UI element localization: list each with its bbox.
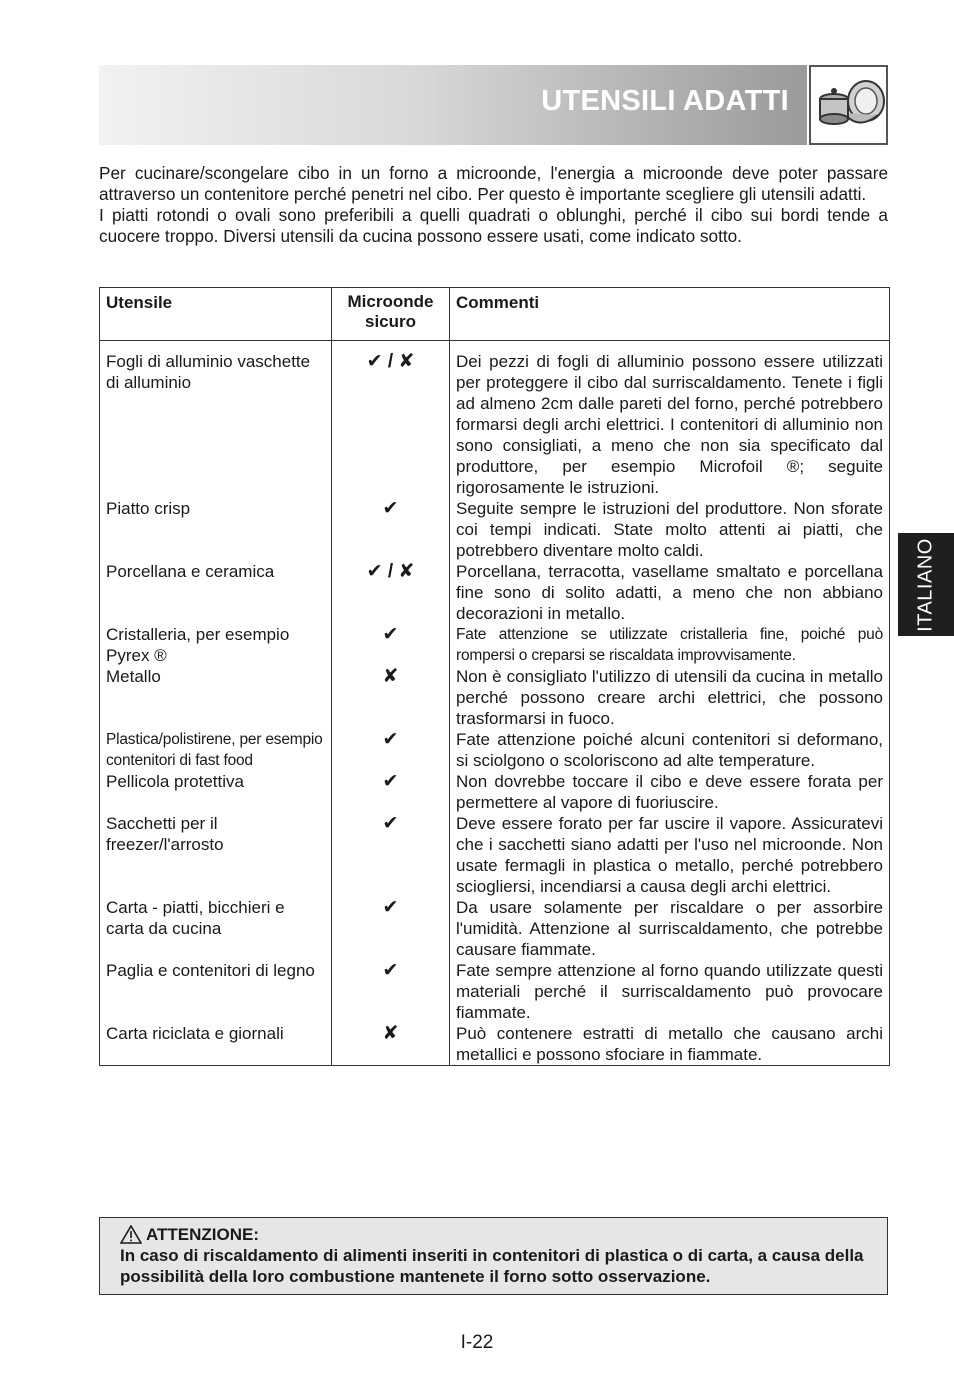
utensil-comment: Fate attenzione poiché alcuni contenitori si deformano, si sciolgono o scoloriscono ad alte temperature. xyxy=(450,729,890,771)
warning-title: ATTENZIONE: xyxy=(146,1225,260,1244)
warning-box xyxy=(99,1217,888,1295)
safe-mark: ✔ xyxy=(332,624,450,666)
utensil-name: Plastica/polistirene, per esempio contenitori di fast food xyxy=(100,729,332,771)
utensil-name: Cristalleria, per esempio Pyrex ® xyxy=(100,624,332,666)
header-icon-box xyxy=(809,65,888,145)
table-row xyxy=(100,813,890,897)
utensil-name: Porcellana e ceramica xyxy=(100,561,332,624)
warning-icon xyxy=(120,1225,142,1244)
intro-paragraph-1: Per cucinare/scongelare cibo in un forno a microonde, l'energia a microonde deve poter passare attraverso un contenitore perché penetri nel cibo. Per questo è importante scegliere gli utensili adatti. xyxy=(99,163,888,204)
safe-mark: ✔ / ✘ xyxy=(332,561,450,624)
utensil-name: Carta riciclata e giornali xyxy=(100,1023,332,1066)
utensil-comment: Porcellana, terracotta, vasellame smaltato e porcellana fine sono di solito adatti, a meno che non abbiano decorazioni in metallo. xyxy=(450,561,890,624)
table-row xyxy=(100,960,890,1023)
safe-mark: ✘ xyxy=(332,666,450,729)
table-row xyxy=(100,498,890,561)
table-row xyxy=(100,351,890,498)
table-row xyxy=(100,771,890,813)
language-tab-label: ITALIANO xyxy=(914,537,937,632)
header-safe: Microonde sicuro xyxy=(332,288,450,341)
utensil-name: Carta - piatti, bicchieri e carta da cucina xyxy=(100,897,332,960)
safe-mark: ✔ xyxy=(332,729,450,771)
page-title: UTENSILI ADATTI xyxy=(541,85,789,117)
table-row xyxy=(100,1023,890,1066)
table-row xyxy=(100,666,890,729)
language-tab xyxy=(898,533,954,636)
safe-mark: ✔ xyxy=(332,813,450,897)
safe-mark: ✘ xyxy=(332,1023,450,1066)
safe-mark: ✔ xyxy=(332,498,450,561)
utensil-name: Pellicola protettiva xyxy=(100,771,332,813)
utensil-name: Piatto crisp xyxy=(100,498,332,561)
safe-mark: ✔ xyxy=(332,897,450,960)
warning-text: In caso di riscaldamento di alimenti inseriti in contenitori di plastica o di carta, a causa della possibilità della loro combustione mantenete il forno sotto osservazione. xyxy=(120,1246,864,1286)
table-header-row xyxy=(100,288,890,341)
table-row xyxy=(100,561,890,624)
safe-mark: ✔ xyxy=(332,960,450,1023)
utensil-name: Fogli di alluminio vaschette di alluminio xyxy=(100,351,332,498)
safe-mark: ✔ xyxy=(332,771,450,813)
utensil-comment: Fate sempre attenzione al forno quando utilizzate questi materiali perché il surriscaldamento può provocare fiammate. xyxy=(450,960,890,1023)
warning-title-row xyxy=(120,1224,867,1245)
utensil-comment: Dei pezzi di fogli di alluminio possono essere utilizzati per proteggere il cibo dal surriscaldamento. Tenete i figli ad almeno 2cm dalle pareti del forno, perché potrebbero formarsi degli archi elettrici. I contenitori di alluminio non sono consigliati, a meno che non sia specificato dal produttore, per esempio Microfoil ®; seguite rigorosamente le istruzioni. xyxy=(450,351,890,498)
utensil-name: Sacchetti per il freezer/l'arrosto xyxy=(100,813,332,897)
intro-text xyxy=(99,163,888,247)
header-utensil: Utensile xyxy=(100,288,332,341)
utensil-comment: Non è consigliato l'utilizzo di utensili da cucina in metallo perché possono creare archi elettrici, che possono trasformarsi in fuoco. xyxy=(450,666,890,729)
utensil-comment: Fate attenzione se utilizzate cristalleria fine, poiché può rompersi o creparsi se riscaldata improvvisamente. xyxy=(450,624,890,666)
utensil-name: Paglia e contenitori di legno xyxy=(100,960,332,1023)
page-number: I-22 xyxy=(460,1332,494,1353)
cookware-icon xyxy=(814,71,886,141)
table-row xyxy=(100,897,890,960)
utensil-name: Metallo xyxy=(100,666,332,729)
utensil-comment: Può contenere estratti di metallo che causano archi metallici e possono sfociare in fiammate. xyxy=(450,1023,890,1066)
utensil-comment: Da usare solamente per riscaldare o per assorbire l'umidità. Attenzione al surriscaldamento, che potrebbe causare fiammate. xyxy=(450,897,890,960)
utensils-table xyxy=(99,287,890,1066)
safe-mark: ✔ / ✘ xyxy=(332,351,450,498)
utensil-comment: Deve essere forato per far uscire il vapore. Assicuratevi che i sacchetti siano adatti per l'uso nel microonde. Non usate fermagli in plastica o metallo, perché potrebbero sciogliersi, incendiarsi a causa degli archi elettrici. xyxy=(450,813,890,897)
table-row xyxy=(100,624,890,666)
intro-paragraph-2: I piatti rotondi o ovali sono preferibili a quelli quadrati o oblunghi, perché il cibo sui bordi tende a cuocere troppo. Diversi utensili da cucina possono essere usati, come indicato sotto. xyxy=(99,205,888,246)
utensil-comment: Non dovrebbe toccare il cibo e deve essere forata per permettere al vapore di fuoriuscire. xyxy=(450,771,890,813)
table-spacer xyxy=(100,341,890,352)
utensil-comment: Seguite sempre le istruzioni del produttore. Non sforate coi tempi indicati. State molto attenti ai piatti, che potrebbero diventare molto caldi. xyxy=(450,498,890,561)
header-band xyxy=(99,65,807,145)
table-row xyxy=(100,729,890,771)
header-comments: Commenti xyxy=(450,288,890,341)
